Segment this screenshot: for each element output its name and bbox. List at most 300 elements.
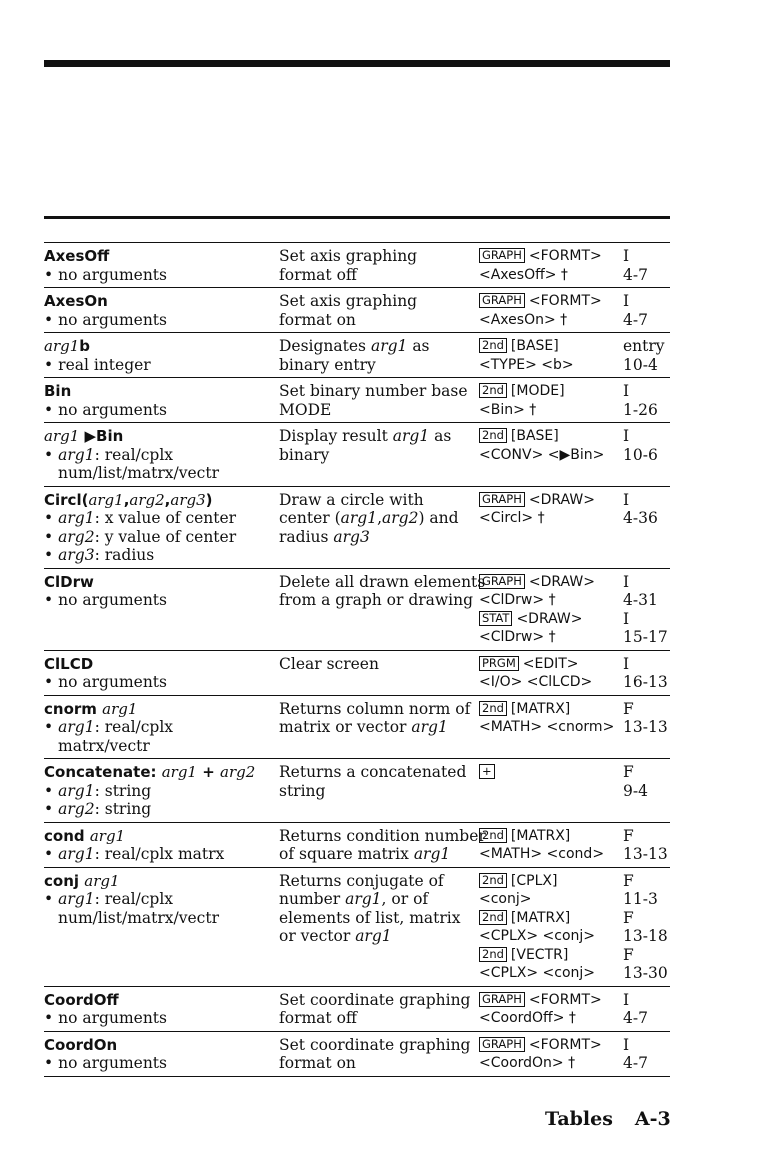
argument-token: arg1: [58, 718, 95, 736]
reference-line: I: [623, 247, 630, 265]
keystroke-text: [BASE]: [510, 428, 559, 444]
argument-token: arg1: [345, 890, 382, 908]
argument-token: arg3: [170, 490, 206, 509]
argument-token: arg1: [411, 718, 448, 736]
bullet-icon: •: [44, 673, 54, 691]
description-cell: [279, 655, 479, 692]
argument-line: [44, 356, 279, 375]
reference-line: 4-7: [623, 1054, 648, 1072]
reference-line: I: [623, 382, 630, 400]
key-icon: 2nd: [479, 338, 507, 353]
argument-line: [44, 401, 279, 420]
keystroke-cell: [479, 427, 623, 483]
reference-line: 13-13: [623, 718, 668, 736]
keystroke-line: [479, 491, 623, 510]
keystroke-line: [479, 266, 623, 285]
key-icon: 2nd: [479, 873, 507, 888]
reference-line: I: [623, 572, 630, 591]
argument-text: no arguments: [58, 265, 167, 284]
reference-line: 4-7: [623, 310, 648, 329]
argument-line: [44, 464, 279, 483]
reference-cell: [623, 991, 670, 1028]
reference-line: 16-13: [623, 673, 668, 691]
argument-token: arg1: [58, 890, 95, 908]
keystroke-text: [MATRX]: [510, 909, 571, 926]
bullet-icon: •: [44, 591, 54, 609]
keystroke-line: [479, 292, 623, 311]
command-name: Circl(arg1,arg2,arg3): [44, 490, 213, 509]
table-row: [44, 695, 670, 759]
bullet-icon: •: [44, 527, 54, 546]
argument-token: arg1: [413, 845, 451, 863]
argument-line: [44, 673, 279, 692]
reference-line: F: [623, 871, 634, 890]
argument-line: [44, 845, 279, 864]
keystroke-line: [479, 573, 623, 592]
keystroke-text: <CoordOn> †: [479, 1055, 576, 1071]
reference-cell: [623, 247, 670, 284]
keystroke-cell: [479, 991, 623, 1028]
argument-token: arg1: [58, 845, 95, 863]
reference-line: 1-26: [623, 400, 658, 419]
bullet-icon: •: [44, 1009, 54, 1027]
keystroke-cell: [479, 763, 623, 819]
key-icon: 2nd: [479, 383, 507, 398]
argument-token: arg1: [58, 781, 95, 800]
reference-cell: [623, 1036, 670, 1073]
keystroke-text: <FORMT>: [528, 248, 602, 264]
description-line: format off: [279, 265, 357, 284]
bullet-icon: •: [44, 800, 54, 818]
syntax-cell: [44, 337, 279, 374]
argument-line: [44, 509, 279, 528]
keystroke-line: [479, 1054, 623, 1073]
command-name: Concatenate: arg1 + arg2: [44, 763, 256, 781]
description-line: format off: [279, 1009, 357, 1027]
syntax-cell: [44, 247, 279, 284]
keystroke-line: [479, 763, 623, 782]
reference-cell: [623, 763, 670, 819]
keystroke-text: <FORMT>: [528, 1036, 602, 1053]
keystroke-line: [479, 673, 623, 692]
command-name: conj arg1: [44, 871, 120, 890]
table-row: [44, 758, 670, 822]
footer-section: Tables: [545, 1108, 613, 1130]
argument-text: no arguments: [58, 673, 167, 691]
argument-token: arg1: [58, 509, 95, 527]
command-name: cnorm arg1: [44, 699, 138, 718]
argument-token: arg1: [340, 509, 378, 527]
reference-line: F: [623, 763, 634, 781]
description-line: Set coordinate graphing: [279, 990, 471, 1009]
argument-line: [44, 890, 279, 909]
argument-text: arg3: radius: [58, 546, 155, 564]
description-line: radius arg3: [279, 527, 370, 546]
keystroke-line: [479, 446, 623, 465]
description-line: Designates arg1 as: [279, 337, 430, 355]
keystroke-text: [CPLX]: [510, 872, 558, 889]
table-row: [44, 986, 670, 1031]
keystroke-line: [479, 1009, 623, 1028]
description-line: binary entry: [279, 355, 376, 374]
keystroke-line: [479, 845, 623, 864]
key-icon: PRGM: [479, 656, 519, 671]
keystroke-text: <MATH> <cnorm>: [479, 719, 615, 735]
reference-cell: [623, 827, 670, 864]
description-cell: [279, 1036, 479, 1073]
syntax-cell: [44, 382, 279, 419]
reference-line: I: [623, 609, 630, 628]
argument-line: [44, 718, 279, 737]
top-rule: [44, 60, 670, 67]
keystroke-text: <CPLX> <conj>: [479, 928, 596, 944]
description-line: format on: [279, 1054, 356, 1072]
keystroke-line: [479, 628, 623, 647]
argument-line: [44, 1009, 279, 1028]
keystroke-text: <MATH> <cond>: [479, 846, 605, 862]
keystroke-text: <I/O> <ClLCD>: [479, 674, 593, 690]
reference-cell: [623, 491, 670, 565]
argument-text: no arguments: [58, 1054, 167, 1072]
argument-text: matrx/vectr: [58, 736, 150, 755]
argument-line: [44, 737, 279, 756]
reference-line: 4-7: [623, 1009, 648, 1027]
argument-line: [44, 546, 279, 565]
syntax-cell: [44, 491, 279, 565]
description-line: MODE: [279, 400, 332, 419]
argument-token: arg1: [392, 427, 430, 445]
argument-token: arg2: [58, 800, 95, 818]
keystroke-line: [479, 872, 623, 891]
description-line: elements of list, matrix: [279, 908, 461, 927]
reference-line: F: [623, 945, 634, 964]
argument-token: arg1: [58, 445, 95, 464]
syntax-cell: [44, 1036, 279, 1073]
argument-token: arg1: [370, 337, 408, 355]
reference-line: I: [623, 490, 630, 509]
description-line: Returns a concatenated: [279, 763, 467, 781]
argument-text: num/list/matrx/vectr: [58, 908, 219, 927]
argument-token: arg1: [89, 826, 126, 845]
reference-line: 13-13: [623, 845, 668, 863]
argument-text: no arguments: [58, 1009, 167, 1027]
reference-line: 13-18: [623, 927, 668, 945]
keystroke-cell: [479, 573, 623, 647]
description-line: Display result arg1 as: [279, 427, 452, 445]
keystroke-cell: [479, 827, 623, 864]
keystroke-line: [479, 401, 623, 420]
argument-text: arg1: real/cplx matrx: [58, 845, 225, 863]
argument-line: [44, 266, 279, 285]
reference-line: I: [623, 654, 630, 673]
keystroke-line: [479, 427, 623, 446]
command-name: ClLCD: [44, 654, 94, 673]
description-cell: [279, 700, 479, 756]
description-line: Set axis graphing: [279, 292, 418, 310]
argument-text: num/list/matrx/vectr: [58, 464, 219, 482]
keystroke-text: [VECTR]: [510, 946, 569, 963]
keystroke-cell: [479, 700, 623, 756]
description-line: string: [279, 781, 326, 800]
bullet-icon: •: [44, 1054, 54, 1072]
reference-line: 11-3: [623, 890, 658, 908]
syntax-cell: [44, 763, 279, 819]
argument-line: [44, 800, 279, 819]
command-name: AxesOn: [44, 292, 108, 310]
description-line: Set coordinate graphing: [279, 1035, 471, 1054]
argument-text: arg1: x value of center: [58, 509, 237, 527]
table-row: [44, 650, 670, 695]
argument-line: [44, 311, 279, 330]
keystroke-line: [479, 700, 623, 719]
argument-token: arg1: [161, 763, 197, 781]
keystroke-text: <DRAW>: [528, 573, 595, 590]
keystroke-line: [479, 718, 623, 737]
argument-line: [44, 909, 279, 928]
reference-line: 13-30: [623, 964, 668, 982]
description-cell: [279, 826, 486, 864]
description-line: number arg1, or of: [279, 890, 429, 908]
reference-line: 4-7: [623, 265, 648, 284]
bullet-icon: •: [44, 781, 54, 800]
reference-cell: [623, 382, 670, 419]
table-top-rule: [44, 216, 670, 219]
bullet-icon: •: [44, 355, 54, 374]
reference-line: 9-4: [623, 781, 648, 800]
keystroke-text: <CONV> <▶Bin>: [479, 446, 605, 463]
bullet-icon: •: [44, 445, 54, 464]
keystroke-line: [479, 655, 623, 674]
description-line: from a graph or drawing: [279, 591, 474, 609]
argument-line: [44, 446, 279, 465]
reference-cell: [623, 872, 670, 983]
keystroke-cell: [479, 655, 623, 692]
table-row: [44, 568, 670, 650]
description-line: or vector arg1: [279, 927, 392, 945]
key-icon: +: [479, 764, 495, 779]
keystroke-cell: [479, 382, 623, 419]
table-row: [44, 377, 670, 422]
description-cell: [279, 872, 479, 983]
key-icon: GRAPH: [479, 293, 525, 308]
syntax-cell: [44, 991, 279, 1028]
command-name: arg1 ▶Bin: [44, 427, 124, 445]
keystroke-line: [479, 247, 623, 266]
keystroke-line: [479, 356, 623, 375]
syntax-cell: [44, 700, 279, 756]
keystroke-line: [479, 610, 623, 629]
command-name: AxesOff: [44, 247, 110, 265]
keystroke-text: [MATRX]: [510, 827, 571, 844]
keystroke-text: [BASE]: [510, 338, 559, 354]
reference-line: 10-6: [623, 445, 658, 464]
key-icon: GRAPH: [479, 492, 525, 507]
reference-line: I: [623, 292, 630, 310]
keystroke-line: [479, 909, 623, 928]
key-icon: STAT: [479, 611, 512, 626]
description-cell: [279, 382, 479, 419]
description-line: center (arg1,arg2) and: [279, 509, 459, 527]
keystroke-line: [479, 991, 623, 1010]
description-cell: [279, 491, 479, 565]
keystroke-cell: [479, 292, 623, 329]
description-line: binary: [279, 445, 330, 464]
command-name: CoordOn: [44, 1035, 118, 1054]
keystroke-text: <Circl> †: [479, 510, 545, 526]
keystroke-text: <CPLX> <conj>: [479, 965, 596, 981]
keystroke-text: <EDIT>: [522, 655, 579, 672]
description-cell: [279, 763, 479, 819]
argument-token: arg1: [44, 427, 80, 445]
description-cell: [279, 572, 486, 647]
argument-line: [44, 528, 279, 547]
table-row: [44, 822, 670, 867]
keystroke-text: <AxesOn> †: [479, 311, 568, 328]
argument-text: arg1: string: [58, 781, 152, 800]
description-line: matrix or vector arg1: [279, 718, 448, 736]
argument-text: arg1: real/cplx: [58, 890, 174, 908]
key-icon: 2nd: [479, 947, 507, 962]
keystroke-text: <TYPE> <b>: [479, 356, 574, 373]
description-line: Returns column norm of: [279, 699, 471, 718]
reference-line: I: [623, 1035, 630, 1054]
description-cell: [279, 337, 479, 374]
keystroke-text: <FORMT>: [528, 293, 602, 309]
argument-line: [44, 591, 279, 610]
bullet-icon: •: [44, 718, 54, 736]
reference-line: 15-17: [623, 628, 668, 646]
argument-token: arg2: [58, 527, 95, 546]
keystroke-cell: [479, 491, 623, 565]
keystroke-text: [MATRX]: [510, 700, 571, 717]
description-line: Set axis graphing: [279, 247, 418, 265]
description-line: Clear screen: [279, 654, 379, 673]
keystroke-text: <ClDrw> †: [479, 629, 556, 645]
argument-token: arg1: [84, 871, 120, 890]
syntax-cell: [44, 827, 279, 864]
key-icon: 2nd: [479, 428, 507, 443]
argument-line: [44, 1054, 279, 1073]
description-line: Delete all drawn elements: [279, 572, 486, 591]
command-name: CoordOff: [44, 990, 119, 1009]
command-name: Bin: [44, 382, 72, 400]
description-cell: [279, 427, 479, 483]
argument-text: arg2: y value of center: [58, 527, 237, 546]
bullet-icon: •: [44, 400, 54, 419]
keystroke-text: <ClDrw> †: [479, 592, 556, 608]
argument-token: arg1: [88, 490, 124, 509]
keystroke-line: [479, 591, 623, 610]
reference-line: 10-4: [623, 355, 658, 374]
footer-page-number: A-3: [634, 1108, 671, 1130]
bullet-icon: •: [44, 509, 54, 527]
reference-cell: [623, 655, 670, 692]
argument-text: arg1: real/cplx: [58, 445, 174, 464]
key-icon: GRAPH: [479, 248, 525, 263]
argument-text: real integer: [58, 355, 151, 374]
keystroke-text: <FORMT>: [528, 991, 602, 1008]
keystroke-line: [479, 927, 623, 946]
bullet-icon: •: [44, 890, 54, 908]
argument-token: arg2: [220, 763, 256, 781]
keystroke-cell: [479, 1036, 623, 1073]
table-row: [44, 332, 670, 377]
key-icon: 2nd: [479, 701, 507, 716]
argument-token: arg1: [355, 927, 392, 945]
table-row: [44, 867, 670, 986]
argument-token: arg1: [44, 337, 80, 355]
table-row: [44, 422, 670, 486]
keystroke-line: [479, 337, 623, 356]
command-name: ClDrw: [44, 572, 94, 591]
key-icon: GRAPH: [479, 574, 525, 589]
description-line: Returns conjugate of: [279, 871, 444, 890]
key-icon: 2nd: [479, 910, 507, 925]
description-line: Set binary number base: [279, 382, 468, 400]
syntax-cell: [44, 292, 279, 329]
keystroke-line: [479, 827, 623, 846]
table-row: [44, 486, 670, 568]
keystroke-text: <DRAW>: [528, 491, 595, 508]
argument-token: arg2: [382, 509, 419, 527]
argument-token: arg2: [129, 490, 165, 509]
reference-cell: [623, 573, 670, 647]
description-line: of square matrix arg1: [279, 845, 451, 863]
reference-cell: [623, 427, 670, 483]
keystroke-text: <AxesOff> †: [479, 266, 568, 283]
description-line: Draw a circle with: [279, 490, 424, 509]
table-row: [44, 1031, 670, 1077]
table-row: [44, 242, 670, 287]
keystroke-text: <CoordOff> †: [479, 1010, 576, 1026]
command-name: cond arg1: [44, 826, 126, 845]
keystroke-line: [479, 946, 623, 965]
reference-cell: [623, 292, 670, 329]
description-line: format on: [279, 310, 356, 329]
keystroke-line: [479, 1036, 623, 1055]
reference-cell: [623, 700, 670, 756]
keystroke-text: <conj>: [479, 891, 532, 907]
description-cell: [279, 292, 479, 329]
keystroke-line: [479, 964, 623, 983]
reference-line: I: [623, 990, 630, 1009]
key-icon: 2nd: [479, 828, 507, 843]
reference-line: I: [623, 427, 630, 445]
argument-text: no arguments: [58, 400, 167, 419]
key-icon: GRAPH: [479, 992, 525, 1007]
syntax-cell: [44, 427, 279, 483]
table-row: [44, 287, 670, 332]
argument-text: arg2: string: [58, 800, 152, 818]
reference-line: F: [623, 699, 634, 718]
keystroke-text: <DRAW>: [516, 610, 583, 627]
reference-line: entry: [623, 337, 665, 355]
argument-token: arg1: [102, 699, 138, 718]
reference-line: F: [623, 908, 634, 927]
reference-line: 4-36: [623, 509, 658, 527]
reference-line: 4-31: [623, 591, 658, 609]
description-cell: [279, 991, 479, 1028]
keystroke-line: [479, 890, 623, 909]
keystroke-cell: [479, 247, 623, 284]
reference-cell: [623, 337, 670, 374]
keystroke-line: [479, 509, 623, 528]
keystroke-text: <Bin> †: [479, 401, 537, 418]
keystroke-cell: [479, 337, 623, 374]
argument-text: no arguments: [58, 310, 167, 329]
bullet-icon: •: [44, 310, 54, 329]
keystroke-cell: [479, 872, 623, 983]
